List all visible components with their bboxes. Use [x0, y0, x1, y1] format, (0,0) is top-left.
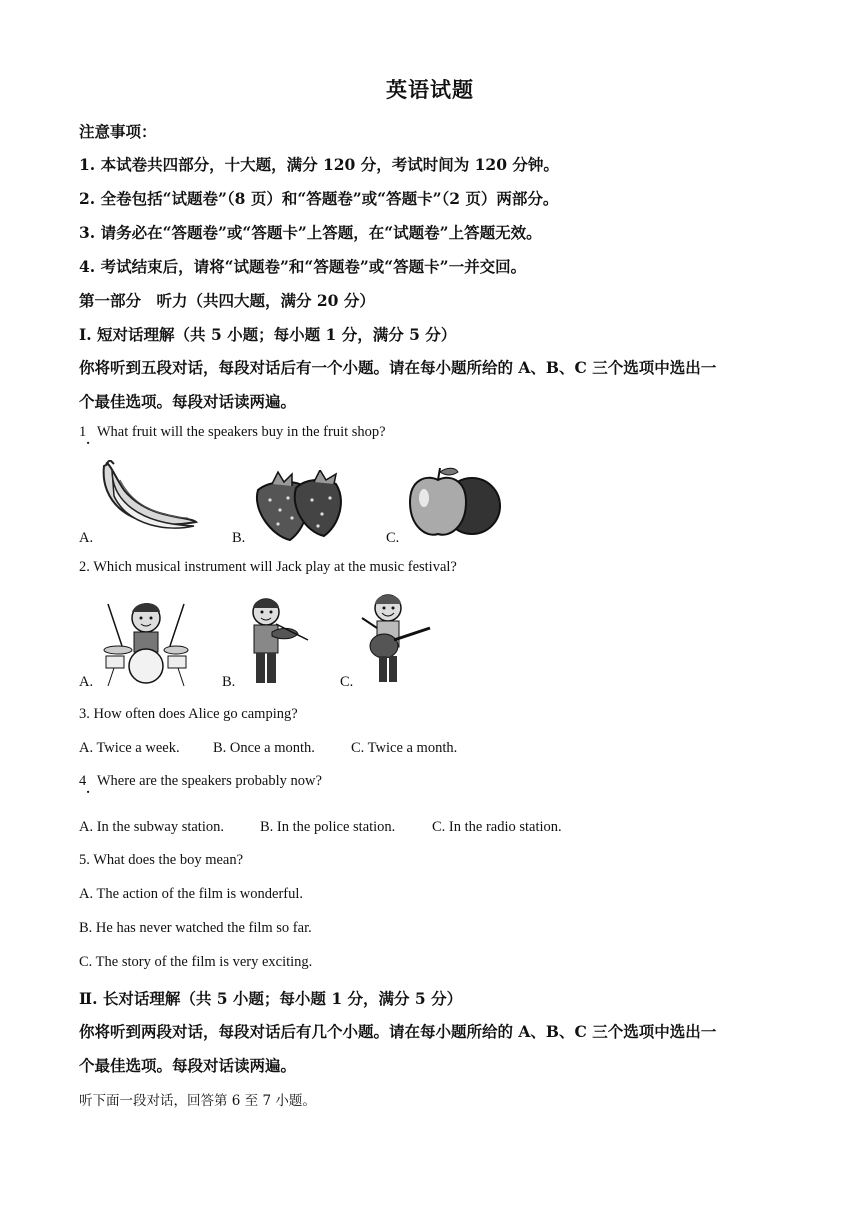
- q4-option-a[interactable]: A. In the subway station.: [79, 819, 224, 835]
- section1-instruction-line1: 你将听到五段对话，每段对话后有一个小题。请在每小题所给的 A、B、C 三个选项中选出一: [79, 358, 717, 377]
- question-text: What fruit will the speakers buy in the fruit shop?: [96, 424, 386, 440]
- q5-option-a[interactable]: A. The action of the film is wonderful.: [79, 886, 304, 902]
- page-title: 英语试题: [386, 77, 474, 102]
- bananas-icon: [98, 460, 204, 540]
- guitar-icon: [358, 590, 436, 686]
- question-number: 2.: [79, 559, 90, 575]
- question-number: 1: [79, 424, 87, 440]
- notice-item-1: 1. 本试卷共四部分，十大题，满分 120 分，考试时间为 120 分钟。: [79, 155, 559, 174]
- q2-option-c[interactable]: C.: [340, 674, 354, 690]
- question-1-dot: ·: [86, 436, 91, 450]
- q2-option-a[interactable]: A.: [79, 674, 94, 690]
- q1-option-c[interactable]: C.: [386, 530, 400, 546]
- q3-option-a[interactable]: A. Twice a week.: [79, 740, 180, 756]
- q5-option-b[interactable]: B. He has never watched the film so far.: [79, 920, 312, 936]
- question-2: [79, 559, 457, 576]
- question-text: What does the boy mean?: [93, 852, 244, 868]
- apples-icon: [404, 464, 508, 542]
- drums-icon: [100, 598, 190, 688]
- question-text: How often does Alice go camping?: [93, 706, 298, 722]
- q3-option-b[interactable]: B. Once a month.: [213, 740, 315, 756]
- notice-item-3: 3. 请务必在“答题卷”或“答题卡”上答题，在“试题卷”上答题无效。: [79, 223, 542, 242]
- q2-option-b[interactable]: B.: [222, 674, 236, 690]
- section2-instruction-line1: 你将听到两段对话，每段对话后有几个小题。请在每小题所给的 A、B、C 三个选项中选出一: [79, 1022, 717, 1041]
- q1-option-a[interactable]: A.: [79, 530, 94, 546]
- part1-heading: 第一部分 听力（共四大题，满分 20 分）: [79, 291, 375, 310]
- question-4: [79, 773, 322, 790]
- notice-heading: 注意事项：: [79, 122, 157, 141]
- strawberries-icon: [248, 470, 352, 544]
- section2-instruction-line2: 个最佳选项。每段对话读两遍。: [79, 1056, 297, 1075]
- section2-heading: Ⅱ. 长对话理解（共 5 小题；每小题 1 分，满分 5 分）: [79, 989, 463, 1008]
- q1-option-b[interactable]: B.: [232, 530, 246, 546]
- q3-option-c[interactable]: C. Twice a month.: [351, 740, 458, 756]
- q4-option-c[interactable]: C. In the radio station.: [432, 819, 562, 835]
- q5-option-c[interactable]: C. The story of the film is very exciting.: [79, 954, 313, 970]
- question-text: Where are the speakers probably now?: [96, 773, 322, 789]
- section1-instruction-line2: 个最佳选项。每段对话读两遍。: [79, 392, 297, 411]
- question-number: 4: [79, 773, 87, 789]
- question-3: [79, 706, 298, 723]
- question-number: 3.: [79, 706, 90, 722]
- question-5: [79, 852, 243, 869]
- q4-option-b[interactable]: B. In the police station.: [260, 819, 396, 835]
- notice-item-4: 4. 考试结束后，请将“试题卷”和“答题卷”或“答题卡”一并交回。: [79, 257, 527, 276]
- question-text: Which musical instrument will Jack play at the music festival?: [93, 559, 457, 575]
- listen-note: 听下面一段对话，回答第 6 至 7 小题。: [79, 1093, 316, 1109]
- section1-heading: Ⅰ. 短对话理解（共 5 小题；每小题 1 分，满分 5 分）: [79, 325, 457, 344]
- violin-icon: [236, 594, 312, 686]
- notice-item-2: 2. 全卷包括“试题卷”（8 页）和“答题卷”或“答题卡”（2 页）两部分。: [79, 189, 559, 208]
- question-1: [79, 424, 386, 441]
- question-4-dot: ·: [86, 785, 91, 799]
- question-number: 5.: [79, 852, 90, 868]
